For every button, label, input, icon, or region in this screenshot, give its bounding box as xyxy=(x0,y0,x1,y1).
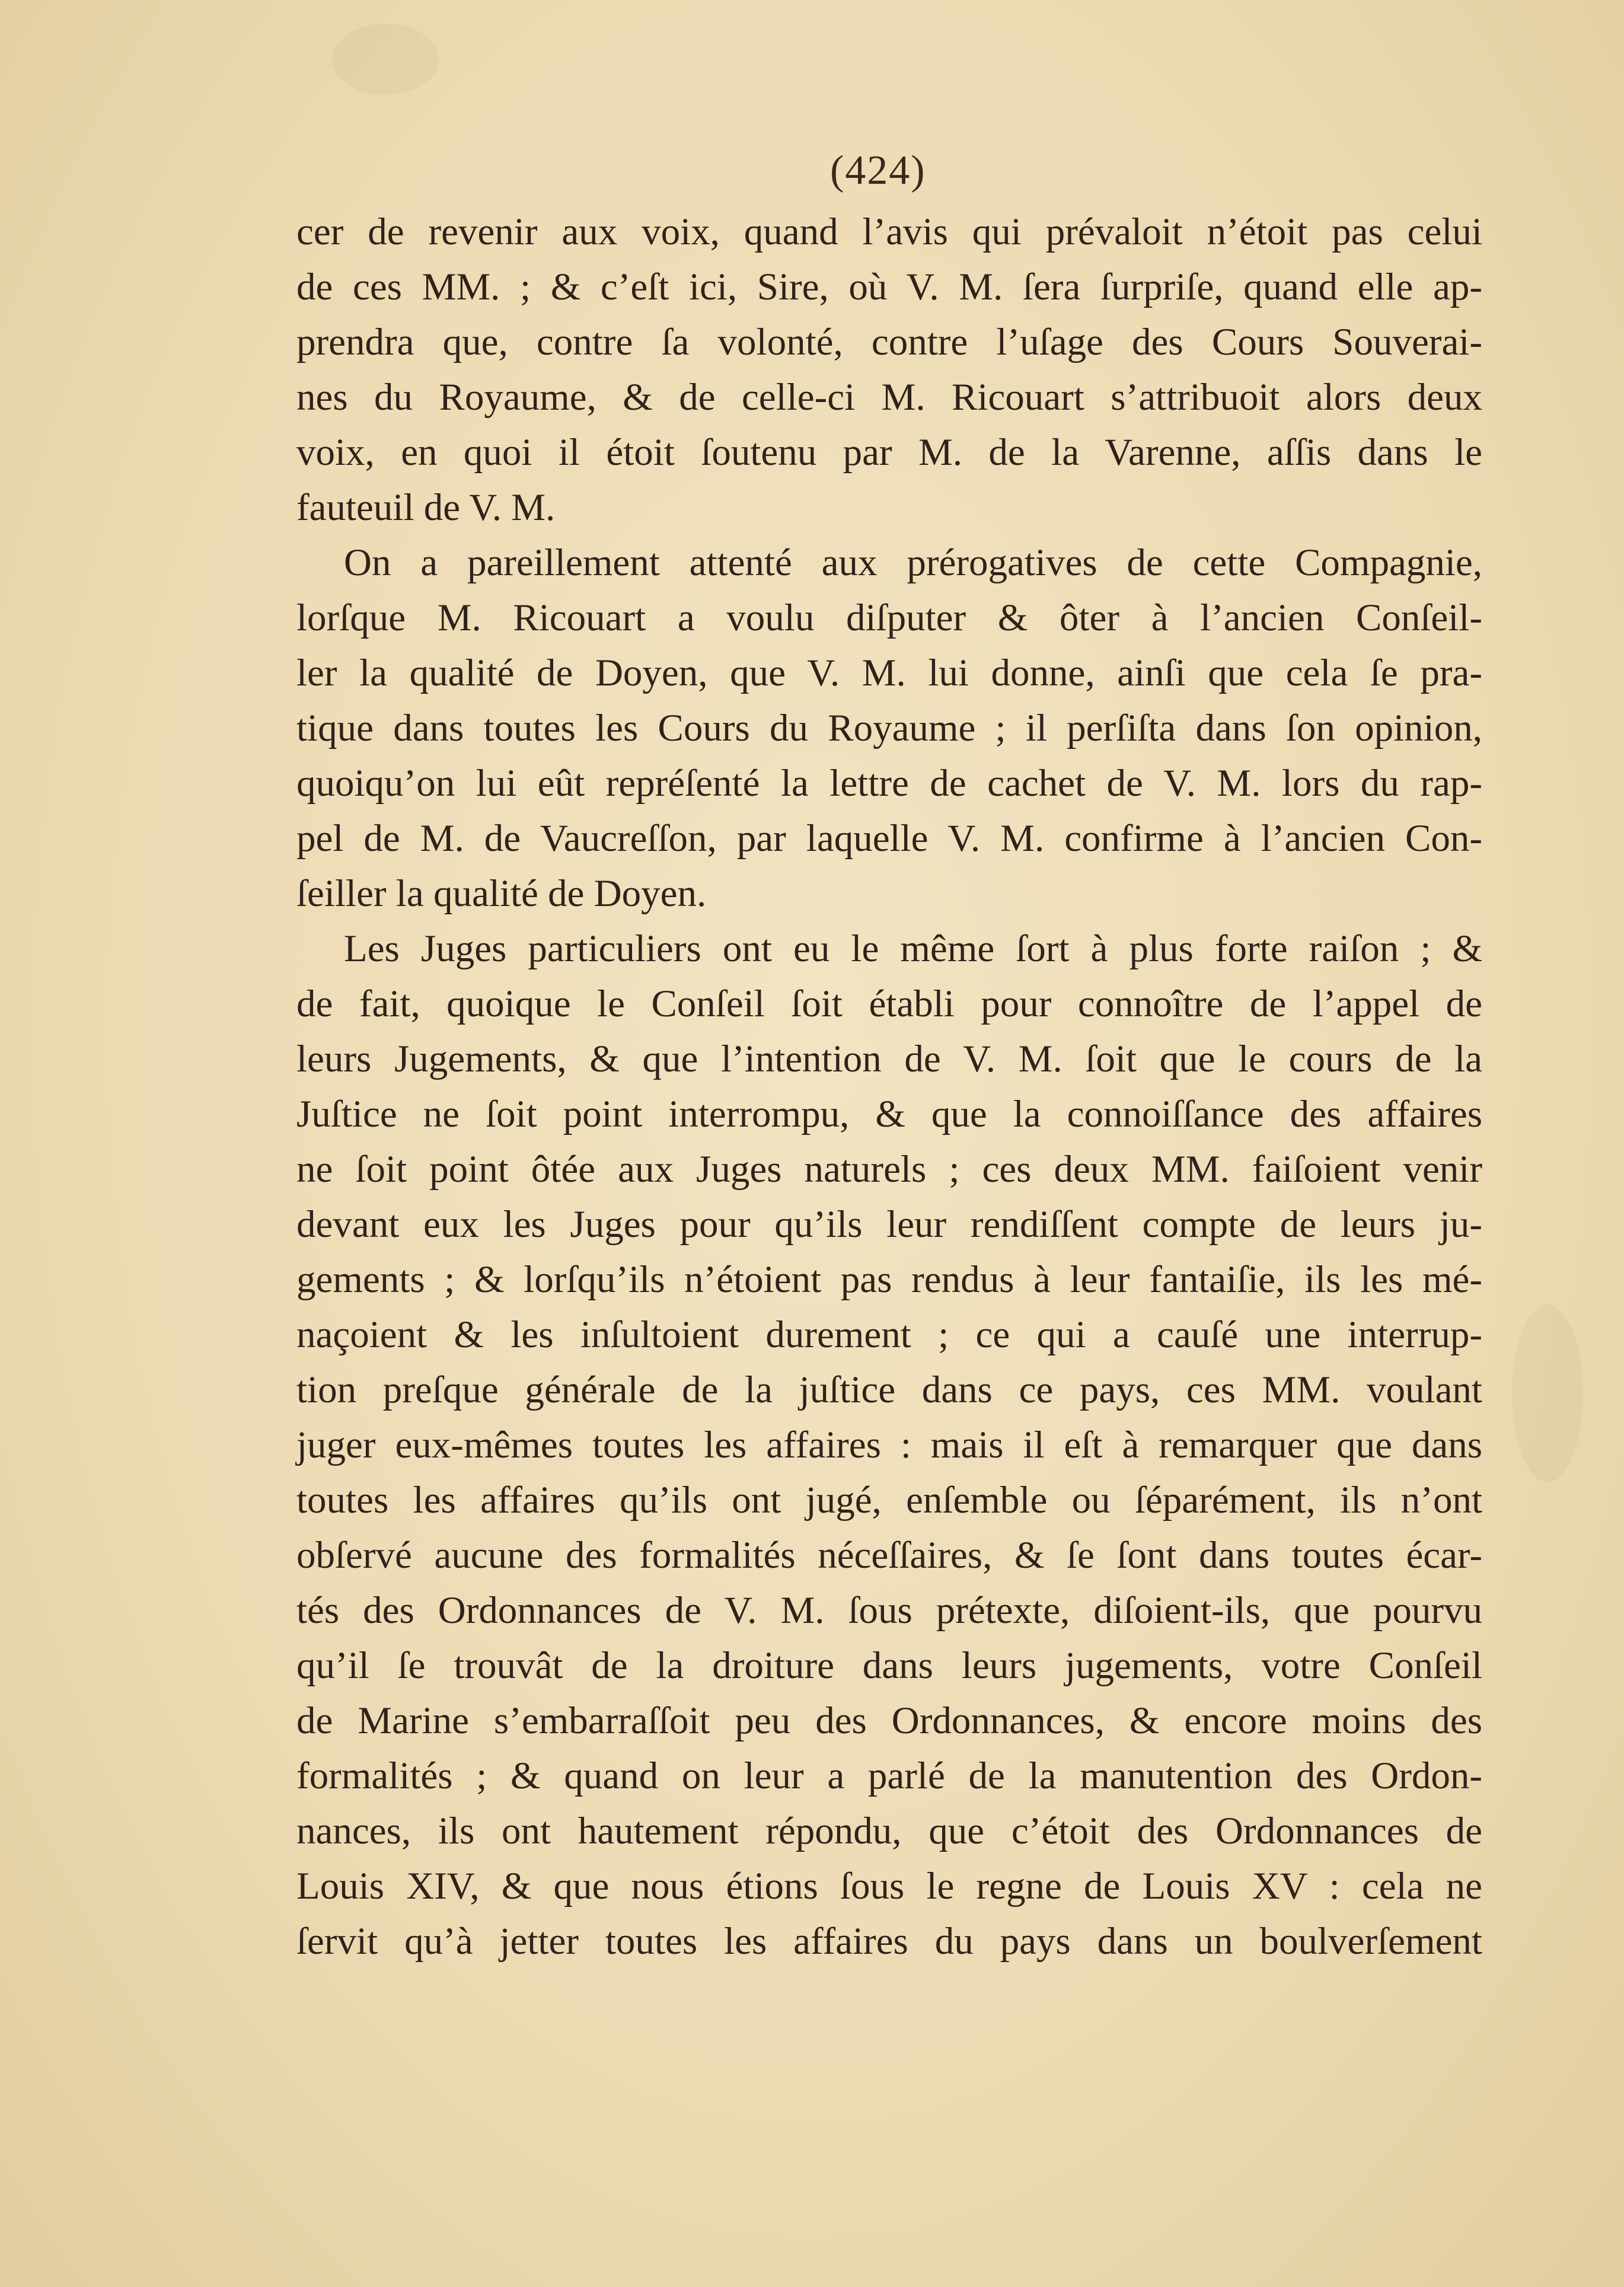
page-number: (424) xyxy=(830,148,926,193)
text-line: ler la qualité de Doyen, que V. M. lui donne, ainſi que cela ſe pra- xyxy=(296,652,1482,694)
text-line: cer de revenir aux voix, quand l’avis qui prévaloit n’étoit pas celui xyxy=(296,210,1482,253)
text-line: lorſque M. Ricouart a voulu diſputer & ôter à l’ancien Conſeil- xyxy=(296,597,1482,639)
text-line: devant eux les Juges pour qu’ils leur rendiſſent compte de leurs ju- xyxy=(296,1203,1482,1246)
text-line: prendra que, contre ſa volonté, contre l’uſage des Cours Souverai- xyxy=(296,321,1482,363)
paper-stain xyxy=(332,24,439,95)
text-line: tion preſque générale de la juſtice dans ce pays, ces MM. voulant xyxy=(296,1369,1482,1411)
text-line: de fait, quoique le Conſeil ſoit établi pour connoître de l’appel de xyxy=(296,983,1482,1025)
text-line: qu’il ſe trouvât de la droiture dans leurs jugements, votre Conſeil xyxy=(296,1644,1482,1687)
page-body xyxy=(296,205,1482,1969)
text-line: nances, ils ont hautement répondu, que c’étoit des Ordonnances de xyxy=(296,1810,1482,1852)
text-line: pel de M. de Vaucreſſon, par laquelle V. M. confirme à l’ancien Con- xyxy=(296,817,1482,860)
text-line: ſervit qu’à jetter toutes les affaires du pays dans un boulverſement xyxy=(296,1920,1482,1963)
text-line: de ces MM. ; & c’eſt ici, Sire, où V. M. ſera ſurpriſe, quand elle ap- xyxy=(296,266,1482,308)
text-line: voix, en quoi il étoit ſoutenu par M. de la Varenne, aſſis dans le xyxy=(296,431,1482,474)
text-line: Les Juges particuliers ont eu le même ſort à plus forte raiſon ; & xyxy=(344,927,1482,970)
text-line: ne ſoit point ôtée aux Juges naturels ; ces deux MM. faiſoient venir xyxy=(296,1148,1482,1191)
text-line: Juſtice ne ſoit point interrompu, & que la connoiſſance des affaires xyxy=(296,1093,1482,1135)
text-line: obſervé aucune des formalités néceſſaires, & ſe ſont dans toutes écar- xyxy=(296,1534,1482,1577)
text-line: juger eux-mêmes toutes les affaires : mais il eſt à remarquer que dans xyxy=(296,1424,1482,1466)
text-line: naçoient & les inſultoient durement ; ce qui a cauſé une interrup- xyxy=(296,1313,1482,1356)
text-line: leurs Jugements, & que l’intention de V. M. ſoit que le cours de la xyxy=(296,1038,1482,1080)
text-line: gements ; & lorſqu’ils n’étoient pas rendus à leur fantaiſie, ils les mé- xyxy=(296,1258,1482,1301)
text-line: nes du Royaume, & de celle-ci M. Ricouart s’attribuoit alors deux xyxy=(296,376,1482,419)
text-line: quoiqu’on lui eût repréſenté la lettre de cachet de V. M. lors du rap- xyxy=(296,762,1482,805)
text-line: On a pareillement attenté aux prérogatives de cette Compagnie, xyxy=(344,541,1482,584)
text-line: formalités ; & quand on leur a parlé de la manutention des Ordon- xyxy=(296,1755,1482,1797)
text-line: de Marine s’embarraſſoit peu des Ordonnances, & encore moins des xyxy=(296,1699,1482,1742)
text-line: tés des Ordonnances de V. M. ſous prétexte, diſoient-ils, que pourvu xyxy=(296,1589,1482,1632)
paper-stain xyxy=(1512,1304,1583,1482)
text-line: toutes les affaires qu’ils ont jugé, enſemble ou ſéparément, ils n’ont xyxy=(296,1479,1482,1522)
text-line: Louis XIV, & que nous étions ſous le regne de Louis XV : cela ne xyxy=(296,1865,1482,1908)
text-line: ſeiller la qualité de Doyen. xyxy=(296,872,707,915)
text-line: fauteuil de V. M. xyxy=(296,486,556,529)
text-line: tique dans toutes les Cours du Royaume ; il perſiſta dans ſon opinion, xyxy=(296,707,1482,749)
